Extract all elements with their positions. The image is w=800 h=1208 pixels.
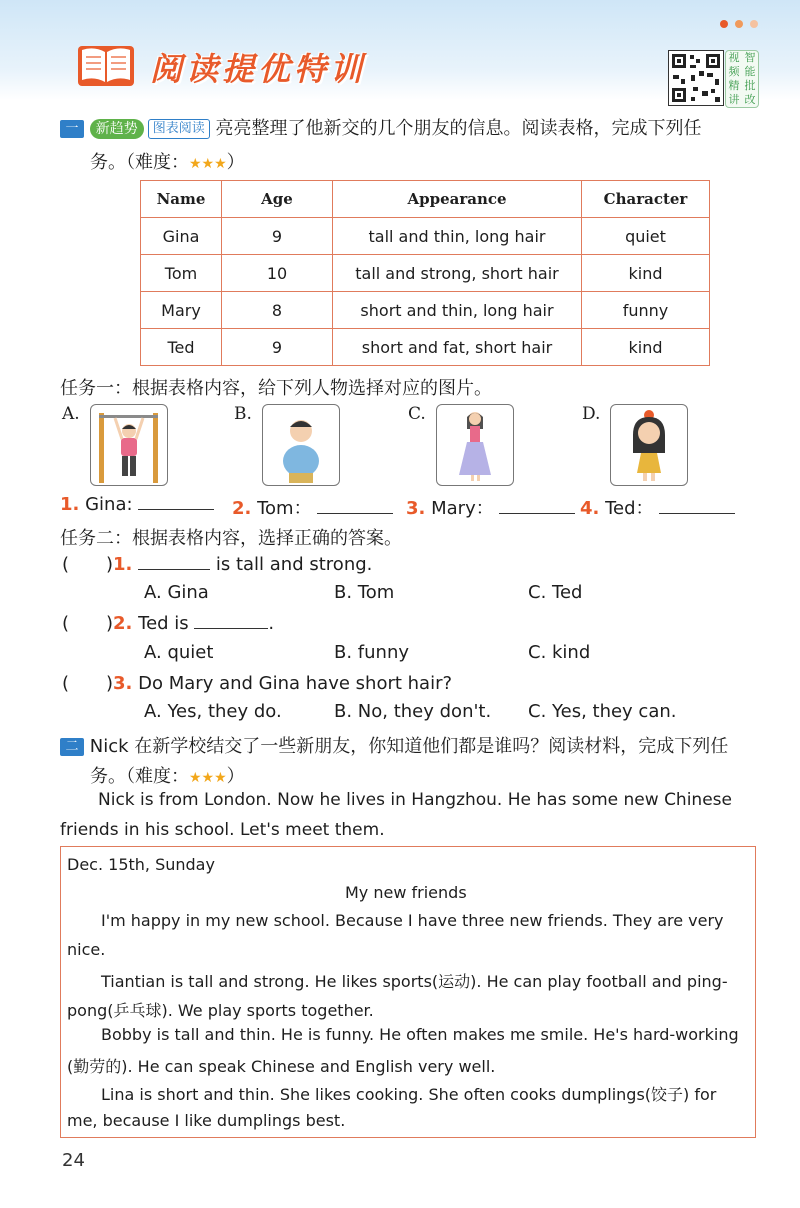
table-cell: 10 — [222, 255, 333, 292]
picture-label: C. — [408, 404, 426, 424]
option-b[interactable]: B. funny — [334, 642, 410, 663]
passage-line: Lina is short and thin. She likes cooking. She often cooks dumplings(饺子) for — [101, 1085, 717, 1104]
qr-char: 能 — [744, 65, 756, 78]
item-name: Gina: — [85, 494, 133, 515]
table-cell: Mary — [141, 292, 222, 329]
item-number: 2. — [232, 498, 252, 519]
girl-tall-illustration — [437, 405, 513, 485]
dot-2 — [735, 20, 743, 28]
friends-table — [140, 180, 710, 366]
answer-paren-close: ) — [106, 673, 114, 694]
type-tag: 图表阅读 — [148, 119, 210, 139]
girl-on-bar-illustration — [91, 405, 167, 485]
picture-label: B. — [234, 404, 252, 424]
task1-item-3 — [406, 494, 575, 520]
instruction-text: 务。（难度： — [90, 152, 189, 173]
table-cell: short and fat, short hair — [333, 329, 582, 366]
item-number: 3. — [406, 498, 426, 519]
section2-instruction-line1 — [60, 732, 728, 758]
passage-line: me, because I like dumplings best. — [67, 1111, 346, 1130]
table-header: Appearance — [333, 181, 582, 218]
picture-label: D. — [582, 404, 601, 424]
passage-line: I'm happy in my new school. Because I have three new friends. They are very — [101, 911, 724, 930]
qr-char: 视 — [728, 51, 740, 64]
item-number: 1. — [60, 494, 80, 515]
boy-fat-illustration — [263, 405, 339, 485]
header-dots — [720, 20, 758, 28]
qr-char: 批 — [744, 79, 756, 92]
option-b[interactable]: B. Tom — [334, 582, 395, 603]
passage-line: pong(乒乓球). We play sports together. — [67, 1001, 374, 1020]
table-cell: tall and strong, short hair — [333, 255, 582, 292]
qr-char: 智 — [744, 51, 756, 64]
instruction-text: ） — [226, 766, 245, 787]
item-name: Tom： — [257, 498, 312, 519]
option-c[interactable]: C. kind — [528, 642, 591, 663]
section2-instruction-line2 — [90, 762, 245, 788]
option-c[interactable]: C. Yes, they can. — [528, 701, 677, 722]
option-a[interactable]: A. quiet — [144, 642, 214, 663]
instruction-text: ） — [226, 152, 245, 173]
question-number: 2. — [113, 613, 133, 634]
instruction-text: 亮亮整理了他新交的几个朋友的信息。阅读表格，完成下列任 — [215, 118, 702, 139]
item-number: 4. — [580, 498, 600, 519]
table-header-row — [141, 181, 710, 218]
question-number: 3. — [113, 673, 133, 694]
question-text: . — [268, 613, 275, 634]
table-cell: tall and thin, long hair — [333, 218, 582, 255]
passage-line: Tiantian is tall and strong. He likes sports(运动). He can play football and ping- — [101, 972, 728, 991]
difficulty-stars: ★★★ — [189, 156, 227, 172]
table-header: Name — [141, 181, 222, 218]
table-header: Character — [582, 181, 710, 218]
passage-box — [60, 846, 756, 1138]
qr-char: 讲 — [728, 93, 740, 106]
dot-3 — [750, 20, 758, 28]
task1-item-2 — [232, 494, 393, 520]
passage-date: Dec. 15th, Sunday — [67, 855, 215, 874]
answer-blank[interactable] — [317, 513, 393, 514]
table-cell: short and thin, long hair — [333, 292, 582, 329]
table-cell: kind — [582, 255, 710, 292]
table-header: Age — [222, 181, 333, 218]
answer-paren-open: ( — [62, 554, 70, 575]
page-title: 阅读提优特训 — [150, 50, 367, 88]
passage-line: Bobby is tall and thin. He is funny. He often makes me smile. He's hard-working — [101, 1025, 739, 1044]
qr-code-icon[interactable] — [668, 50, 724, 106]
section-badge: 二 — [60, 738, 84, 756]
table-cell: funny — [582, 292, 710, 329]
table-row — [141, 218, 710, 255]
answer-blank[interactable] — [138, 569, 210, 570]
option-a[interactable]: A. Yes, they do. — [144, 701, 282, 722]
answer-blank[interactable] — [194, 628, 268, 629]
answer-paren-close: ) — [106, 554, 114, 575]
task1-title: 任务一：根据表格内容，给下列人物选择对应的图片。 — [60, 378, 492, 399]
table-cell: quiet — [582, 218, 710, 255]
table-cell: 9 — [222, 218, 333, 255]
qr-caption — [725, 50, 759, 108]
instruction-text: Nick 在新学校结交了一些新朋友，你知道他们都是谁吗？阅读材料，完成下列任 — [89, 736, 729, 757]
section1-instruction-line2 — [90, 148, 245, 174]
question-3 — [106, 673, 452, 694]
task1-item-1 — [60, 494, 214, 515]
task1-item-4 — [580, 494, 735, 520]
picture-a — [90, 404, 168, 486]
intro-line-2: friends in his school. Let's meet them. — [60, 820, 385, 840]
option-b[interactable]: B. No, they don't. — [334, 701, 492, 722]
table-row — [141, 329, 710, 366]
question-text: is tall and strong. — [210, 554, 373, 575]
table-cell: kind — [582, 329, 710, 366]
answer-paren-open: ( — [62, 673, 70, 694]
dot-1 — [720, 20, 728, 28]
section1-instruction-line1 — [60, 114, 701, 140]
table-cell: 9 — [222, 329, 333, 366]
task2-title: 任务二：根据表格内容，选择正确的答案。 — [60, 528, 402, 549]
question-2 — [106, 613, 274, 634]
question-text: Ted is — [138, 613, 195, 634]
book-icon — [76, 42, 136, 88]
question-1 — [106, 554, 372, 575]
question-number: 1. — [113, 554, 133, 575]
instruction-text: 务。（难度： — [90, 766, 189, 787]
picture-c — [436, 404, 514, 486]
trend-tag: 新趋势 — [90, 119, 144, 139]
qr-char: 频 — [728, 65, 740, 78]
table-cell: 8 — [222, 292, 333, 329]
table-row — [141, 255, 710, 292]
table-row — [141, 292, 710, 329]
passage-line: nice. — [67, 940, 106, 959]
picture-d — [610, 404, 688, 486]
passage-line: (勤劳的). He can speak Chinese and English very well. — [67, 1057, 496, 1076]
item-name: Ted： — [605, 498, 654, 519]
difficulty-stars: ★★★ — [189, 770, 227, 786]
answer-paren-open: ( — [62, 613, 70, 634]
question-text: Do Mary and Gina have short hair? — [138, 673, 453, 694]
table-cell: Tom — [141, 255, 222, 292]
picture-b — [262, 404, 340, 486]
intro-line-1: Nick is from London. Now he lives in Hangzhou. He has some new Chinese — [98, 790, 732, 810]
table-cell: Gina — [141, 218, 222, 255]
option-c[interactable]: C. Ted — [528, 582, 583, 603]
answer-blank[interactable] — [138, 509, 214, 510]
section-badge: 一 — [60, 120, 84, 138]
answer-paren-close: ) — [106, 613, 114, 634]
passage-title: My new friends — [345, 883, 467, 902]
page-number: 24 — [62, 1150, 85, 1171]
answer-blank[interactable] — [499, 513, 575, 514]
qr-char: 改 — [744, 93, 756, 106]
table-cell: Ted — [141, 329, 222, 366]
item-name: Mary： — [431, 498, 494, 519]
option-a[interactable]: A. Gina — [144, 582, 209, 603]
picture-label: A. — [62, 404, 80, 424]
girl-short-illustration — [611, 405, 687, 485]
qr-char: 精 — [728, 79, 740, 92]
answer-blank[interactable] — [659, 513, 735, 514]
